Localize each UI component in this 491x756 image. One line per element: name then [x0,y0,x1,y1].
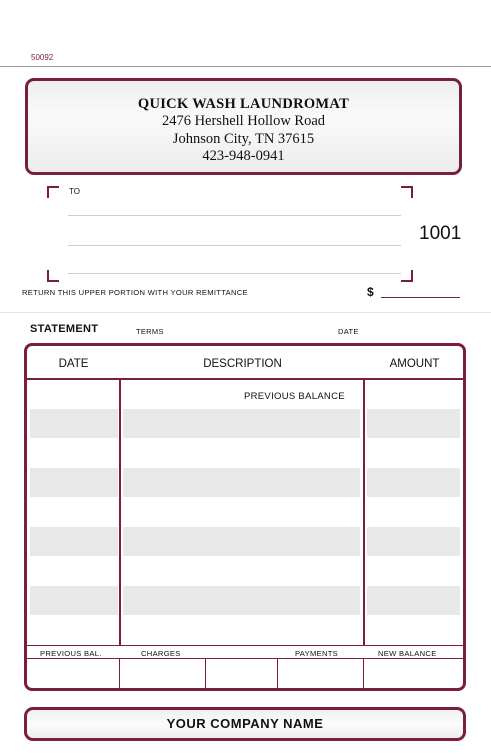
company-street: 2476 Hershell Hollow Road [161,113,326,129]
terms-label: TERMS [136,327,164,336]
company-city-state-zip: Johnson City, TN 37615 [172,130,315,147]
table-row-stripe [123,527,360,556]
window-corner-top-left [47,186,59,198]
table-row-stripe [30,468,118,497]
table-row-stripe [123,586,360,615]
totals-cell-divider [119,659,120,689]
table-row-stripe [30,409,118,438]
statement-table [24,343,466,691]
column-header-date: DATE [58,358,89,370]
company-name-banner [24,707,466,741]
remittance-amount-field[interactable] [381,297,460,298]
column-divider [119,378,121,646]
totals-cell-divider [277,659,278,689]
table-row-stripe [367,468,460,497]
company-phone: 423-948-0941 [202,148,285,164]
payments-label: PAYMENTS [295,649,339,658]
column-header-amount: AMOUNT [389,358,440,370]
previous-bal-label: PREVIOUS BAL. [40,649,102,658]
totals-divider-top [27,645,463,646]
company-header-box [25,78,462,175]
window-corner-bottom-right [401,270,413,282]
address-line[interactable] [68,273,401,274]
header-divider [27,378,463,380]
charges-label: CHARGES [141,649,181,658]
tear-off-line [0,312,491,313]
window-corner-top-right [401,186,413,198]
dollar-sign: $ [367,285,374,299]
date-label: DATE [338,327,359,336]
table-row-stripe [367,586,460,615]
to-label: TO [69,187,80,196]
return-instruction: RETURN THIS UPPER PORTION WITH YOUR REMITTANCE [22,288,248,297]
column-divider [363,378,365,646]
previous-balance-label: PREVIOUS BALANCE [244,391,345,402]
table-row-stripe [30,586,118,615]
totals-cell-divider [363,659,364,689]
table-row-stripe [367,527,460,556]
address-line[interactable] [68,245,401,246]
totals-divider-bottom [27,658,463,659]
company-name-placeholder: YOUR COMPANY NAME [166,716,324,731]
table-row-stripe [367,409,460,438]
new-balance-label: NEW BALANCE [378,649,437,658]
invoice-number: 1001 [419,223,462,244]
totals-cell-divider [205,659,206,689]
top-divider [0,66,491,67]
table-row-stripe [30,527,118,556]
column-header-description: DESCRIPTION [203,358,282,370]
company-name: QUICK WASH LAUNDROMAT [137,96,350,112]
statement-title: STATEMENT [30,323,99,335]
window-corner-bottom-left [47,270,59,282]
table-row-stripe [123,468,360,497]
form-number: 50092 [31,53,54,62]
address-line[interactable] [68,215,401,216]
table-row-stripe [123,409,360,438]
